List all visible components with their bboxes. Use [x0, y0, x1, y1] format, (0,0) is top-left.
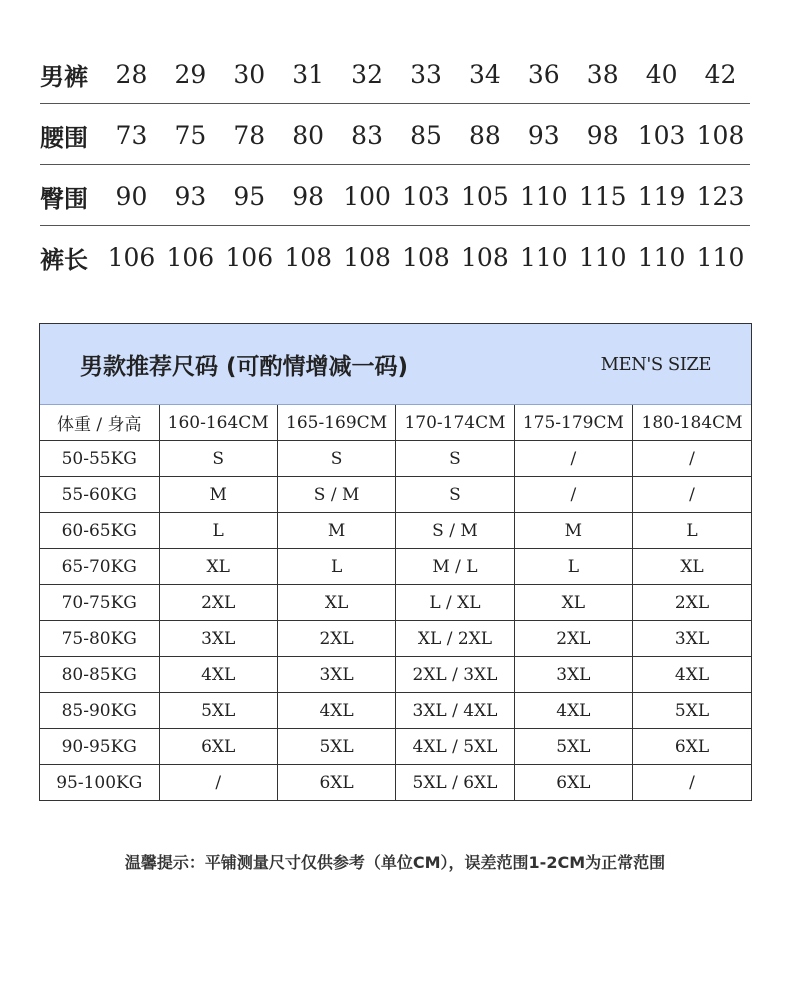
size-cell: L / XL	[396, 585, 514, 621]
size-grid	[40, 405, 751, 800]
measurement-value: 28	[115, 59, 148, 89]
size-cell: 5XL	[159, 693, 277, 729]
measurement-value: 75	[174, 120, 207, 150]
table-row	[40, 477, 751, 513]
weight-range-cell: 65-70KG	[40, 549, 159, 585]
measurement-value: 34	[468, 59, 501, 89]
size-cell: M / L	[396, 549, 514, 585]
measurement-value: 115	[578, 181, 627, 211]
size-cell: 4XL	[514, 693, 632, 729]
measurement-value: 95	[233, 181, 266, 211]
size-cell: XL	[633, 549, 751, 585]
weight-range-cell: 75-80KG	[40, 621, 159, 657]
size-chart-subtitle: MEN'S SIZE	[600, 354, 711, 375]
measurement-row	[40, 106, 750, 165]
table-row	[40, 693, 751, 729]
size-cell: 2XL / 3XL	[396, 657, 514, 693]
height-range-header: 175-179CM	[514, 405, 632, 441]
size-cell: 3XL	[633, 621, 751, 657]
measurement-row-label: 腰围	[40, 123, 88, 152]
measurement-value: 98	[586, 120, 619, 150]
measurement-value: 106	[225, 242, 274, 272]
size-cell: /	[514, 477, 632, 513]
measurement-value: 103	[402, 181, 450, 211]
measurement-value: 106	[166, 242, 215, 272]
table-row	[40, 621, 751, 657]
measurement-value: 85	[410, 120, 442, 150]
size-cell: 4XL	[159, 657, 277, 693]
size-cell: XL	[159, 549, 277, 585]
weight-range-cell: 50-55KG	[40, 441, 159, 477]
measurement-value: 108	[461, 242, 509, 272]
measurement-value: 108	[343, 242, 391, 272]
table-row	[40, 513, 751, 549]
measurement-value: 110	[519, 242, 568, 272]
size-cell: S	[159, 441, 277, 477]
size-cell: 2XL	[633, 585, 751, 621]
size-cell: 6XL	[159, 729, 277, 765]
size-cell: 6XL	[277, 765, 395, 801]
size-cell: 5XL / 6XL	[396, 765, 514, 801]
measurement-value: 105	[461, 181, 509, 211]
measurement-value: 33	[410, 59, 442, 89]
measurement-value: 32	[351, 59, 383, 89]
measurement-value: 73	[115, 120, 148, 150]
size-cell: 3XL	[277, 657, 395, 693]
weight-range-cell: 55-60KG	[40, 477, 159, 513]
measurement-value: 123	[696, 181, 745, 211]
measurement-footnote: 温馨提示：平铺测量尺寸仅供参考（单位CM），误差范围1-2CM为正常范围	[124, 853, 666, 872]
size-cell: 5XL	[633, 693, 751, 729]
weight-range-cell: 90-95KG	[40, 729, 159, 765]
size-cell: XL / 2XL	[396, 621, 514, 657]
measurement-value: 31	[292, 59, 325, 89]
weight-range-cell: 70-75KG	[40, 585, 159, 621]
size-cell: /	[633, 765, 751, 801]
size-grid-header-row	[40, 405, 751, 441]
measurement-value: 30	[233, 59, 266, 89]
size-cell: 2XL	[514, 621, 632, 657]
size-cell: 3XL	[159, 621, 277, 657]
size-cell: M	[159, 477, 277, 513]
measurement-row	[40, 167, 750, 226]
measurement-value: 106	[107, 242, 156, 272]
measurement-row-label: 裤长	[40, 245, 88, 274]
measurement-row-label: 男裤	[40, 62, 88, 91]
recommended-size-chart	[39, 323, 752, 801]
size-cell: S / M	[277, 477, 395, 513]
height-range-header: 170-174CM	[396, 405, 514, 441]
table-row	[40, 765, 751, 801]
measurement-value: 42	[704, 59, 737, 89]
size-cell: XL	[514, 585, 632, 621]
measurement-row	[40, 45, 750, 104]
measurement-value: 78	[233, 120, 266, 150]
weight-range-cell: 85-90KG	[40, 693, 159, 729]
measurement-row-label: 臀围	[40, 184, 88, 213]
measurement-value: 36	[527, 59, 560, 89]
size-cell: 4XL / 5XL	[396, 729, 514, 765]
measurement-row	[40, 228, 750, 286]
table-row	[40, 585, 751, 621]
measurement-value: 100	[343, 181, 391, 211]
height-range-header: 165-169CM	[277, 405, 395, 441]
size-cell: 2XL	[277, 621, 395, 657]
size-cell: L	[277, 549, 395, 585]
table-row	[40, 657, 751, 693]
measurement-value: 93	[527, 120, 560, 150]
height-range-header: 180-184CM	[633, 405, 751, 441]
size-cell: 4XL	[277, 693, 395, 729]
size-cell: /	[633, 477, 751, 513]
measurement-value: 103	[637, 120, 686, 150]
size-cell: M	[514, 513, 632, 549]
size-cell: L	[633, 513, 751, 549]
weight-height-header: 体重 / 身高	[40, 405, 159, 441]
measurement-value: 88	[468, 120, 501, 150]
measurement-value: 80	[292, 120, 325, 150]
measurement-value: 110	[519, 181, 568, 211]
size-cell: L	[159, 513, 277, 549]
measurement-value: 98	[292, 181, 325, 211]
weight-range-cell: 95-100KG	[40, 765, 159, 801]
size-cell: /	[633, 441, 751, 477]
measurement-value: 29	[174, 59, 207, 89]
measurement-value: 108	[284, 242, 333, 272]
measurement-value: 108	[402, 242, 450, 272]
height-range-header: 160-164CM	[159, 405, 277, 441]
size-chart-title: 男款推荐尺码 (可酌情增减一码)	[80, 354, 409, 380]
size-cell: 4XL	[633, 657, 751, 693]
size-cell: S	[396, 477, 514, 513]
size-cell: L	[514, 549, 632, 585]
table-row	[40, 549, 751, 585]
size-cell: 2XL	[159, 585, 277, 621]
size-cell: 3XL / 4XL	[396, 693, 514, 729]
size-cell: XL	[277, 585, 395, 621]
measurement-value: 110	[578, 242, 627, 272]
measurement-value: 93	[174, 181, 207, 211]
size-chart-header	[40, 324, 751, 405]
size-cell: 6XL	[514, 765, 632, 801]
size-cell: S	[396, 441, 514, 477]
size-cell: M	[277, 513, 395, 549]
size-cell: 5XL	[514, 729, 632, 765]
measurement-value: 110	[637, 242, 686, 272]
table-row	[40, 441, 751, 477]
measurement-value: 38	[586, 59, 619, 89]
size-cell: S	[277, 441, 395, 477]
size-cell: 3XL	[514, 657, 632, 693]
measurement-value: 90	[115, 181, 148, 211]
measurement-value: 83	[351, 120, 383, 150]
size-cell: S / M	[396, 513, 514, 549]
measurement-table	[40, 45, 750, 286]
weight-range-cell: 80-85KG	[40, 657, 159, 693]
size-cell: /	[514, 441, 632, 477]
weight-range-cell: 60-65KG	[40, 513, 159, 549]
size-cell: 5XL	[277, 729, 395, 765]
table-row	[40, 729, 751, 765]
size-cell: /	[159, 765, 277, 801]
measurement-value: 40	[645, 59, 678, 89]
measurement-value: 110	[696, 242, 745, 272]
size-cell: 6XL	[633, 729, 751, 765]
measurement-value: 108	[696, 120, 745, 150]
measurement-value: 119	[637, 181, 686, 211]
